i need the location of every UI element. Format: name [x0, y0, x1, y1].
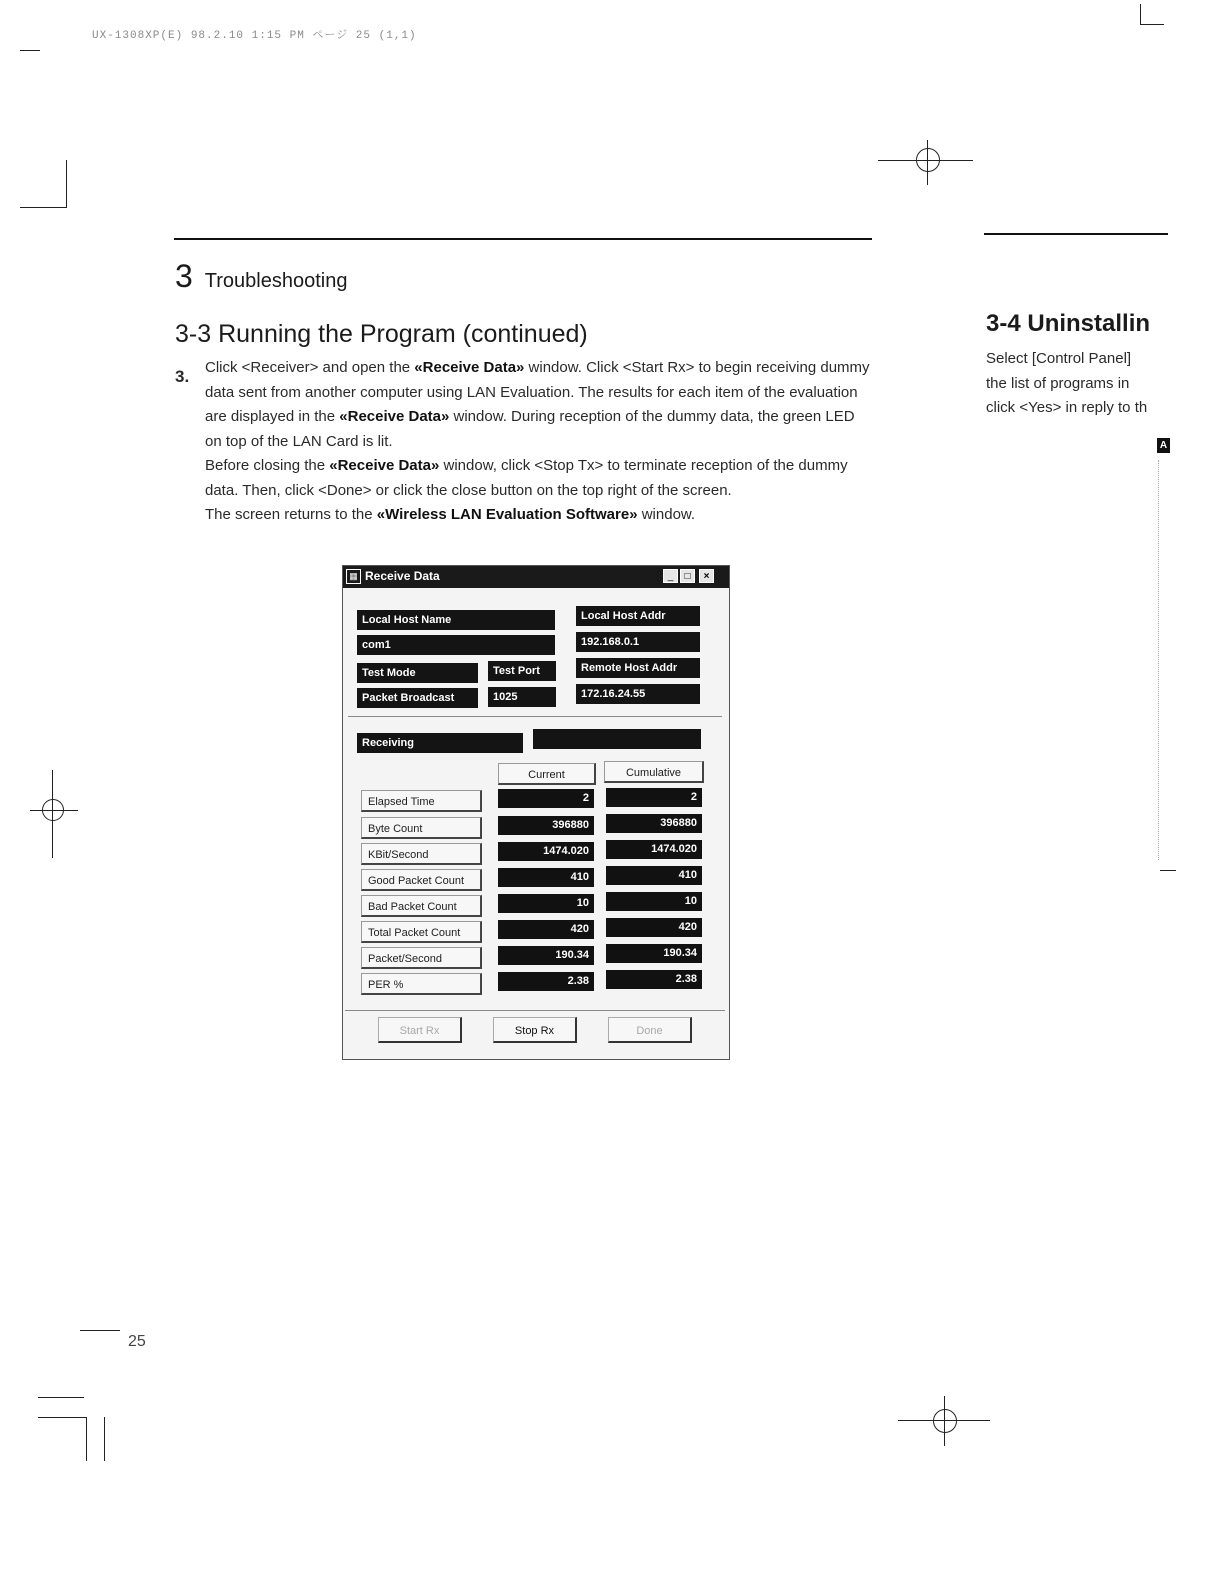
step-number: 3. [175, 367, 190, 386]
side-dotted-margin [1158, 460, 1173, 860]
top-rule-right [984, 233, 1168, 235]
stat-label: Good Packet Count [361, 869, 482, 891]
stat-cumulative-value: 10 [606, 892, 702, 911]
column-header-cumulative: Cumulative [604, 761, 704, 783]
stat-label: Packet/Second [361, 947, 482, 969]
crop-mark [38, 1397, 84, 1398]
registration-circle [42, 799, 64, 821]
crop-mark [1140, 24, 1164, 25]
column-header-current: Current [498, 763, 596, 785]
status-progress-bar [533, 729, 701, 749]
text-run: window, click <Stop Tx> to terminate reception of the dummy data. Then, click <Done> or click the close button on the top right of the screen. [205, 457, 848, 499]
text-run: The screen returns to the [205, 506, 377, 523]
local-host-addr-value: 192.168.0.1 [576, 632, 700, 652]
window-separator [345, 1010, 725, 1011]
stat-current-value: 2.38 [498, 972, 594, 991]
stat-label: Total Packet Count [361, 921, 482, 943]
registration-mark [52, 770, 53, 858]
stat-cumulative-value: 420 [606, 918, 702, 937]
stat-current-value: 1474.020 [498, 842, 594, 861]
page-number: 25 [128, 1333, 146, 1350]
stat-label: Byte Count [361, 817, 482, 839]
crop-mark [1140, 4, 1141, 24]
text-run: Click <Receiver> and open the [205, 359, 415, 376]
note-badge: A [1157, 438, 1170, 453]
window-name: «Receive Data» [414, 359, 525, 376]
maximize-button[interactable]: □ [680, 569, 695, 583]
stat-label: Elapsed Time [361, 790, 482, 812]
registration-mark [944, 1396, 945, 1446]
window-title: Receive Data [365, 569, 440, 583]
done-button[interactable]: Done [608, 1017, 692, 1043]
chapter-title: Troubleshooting [204, 270, 348, 292]
stat-label: Bad Packet Count [361, 895, 482, 917]
registration-mark [927, 140, 928, 185]
test-port-label: Test Port [488, 661, 556, 681]
minimize-button[interactable]: _ [663, 569, 678, 583]
stat-cumulative-value: 190.34 [606, 944, 702, 963]
crop-mark [20, 207, 66, 208]
print-header-code: UX-1308XP(E) 98.2.10 1:15 PM ページ 25 (1,1) [92, 30, 417, 42]
stat-current-value: 10 [498, 894, 594, 913]
window-titlebar[interactable] [343, 566, 729, 588]
text-line: click <Yes> in reply to th [986, 399, 1148, 416]
stat-current-value: 2 [498, 789, 594, 808]
text-run: window. Click <Start Rx> to begin receiving dummy data sent from another computer using LAN Evaluation. The results for each item of the evaluation are displayed in the [205, 359, 870, 425]
text-run: Before closing the [205, 457, 330, 474]
stat-current-value: 190.34 [498, 946, 594, 965]
section-title: 3-3 Running the Program (continued) [175, 320, 588, 348]
crop-mark [20, 50, 40, 51]
text-run: window. During reception of the dummy data, the green LED on top of the LAN Card is lit. [205, 408, 855, 450]
right-section-text [986, 347, 1224, 421]
chapter-heading [175, 258, 347, 295]
stat-current-value: 420 [498, 920, 594, 939]
window-name: «Wireless LAN Evaluation Software» [376, 506, 638, 523]
crop-mark [104, 1417, 105, 1461]
window-name: «Receive Data» [339, 408, 450, 425]
page-number-rule [80, 1330, 120, 1331]
crop-mark [86, 1417, 87, 1461]
stat-current-value: 410 [498, 868, 594, 887]
step-paragraph [205, 356, 875, 454]
remote-host-addr-label: Remote Host Addr [576, 658, 700, 678]
test-mode-value: Packet Broadcast [357, 688, 478, 708]
chapter-number: 3 [175, 258, 193, 294]
stat-cumulative-value: 2 [606, 788, 702, 807]
start-rx-button[interactable]: Start Rx [378, 1017, 462, 1043]
test-port-value: 1025 [488, 687, 556, 707]
stat-cumulative-value: 1474.020 [606, 840, 702, 859]
text-line: Select [Control Panel] [986, 350, 1132, 367]
text-run: window. [637, 506, 696, 523]
window-separator [348, 716, 722, 717]
stat-current-value: 396880 [498, 816, 594, 835]
close-button[interactable]: × [699, 569, 714, 583]
stat-cumulative-value: 410 [606, 866, 702, 885]
step-paragraph [205, 454, 875, 503]
crop-mark [66, 160, 67, 208]
stop-rx-button[interactable]: Stop Rx [493, 1017, 577, 1043]
remote-host-addr-value: 172.16.24.55 [576, 684, 700, 704]
status-indicator: Receiving [357, 733, 523, 753]
local-host-name-label: Local Host Name [357, 610, 555, 630]
crop-mark [38, 1417, 86, 1418]
test-mode-label: Test Mode [357, 663, 478, 683]
registration-circle [916, 148, 940, 172]
top-rule [174, 238, 872, 240]
text-line: the list of programs in [986, 374, 1130, 392]
local-host-name-value: com1 [357, 635, 555, 655]
local-host-addr-label: Local Host Addr [576, 606, 700, 626]
stat-cumulative-value: 2.38 [606, 970, 702, 989]
app-icon: ▦ [346, 569, 361, 584]
stat-label: PER % [361, 973, 482, 995]
step-body [205, 356, 875, 528]
window-name: «Receive Data» [329, 457, 440, 474]
stat-cumulative-value: 396880 [606, 814, 702, 833]
step-paragraph [205, 503, 875, 528]
stat-label: KBit/Second [361, 843, 482, 865]
registration-circle [933, 1409, 957, 1433]
side-rule [1160, 870, 1176, 871]
step-3 [175, 356, 875, 528]
right-section-title: 3-4 Uninstallin [986, 310, 1151, 337]
